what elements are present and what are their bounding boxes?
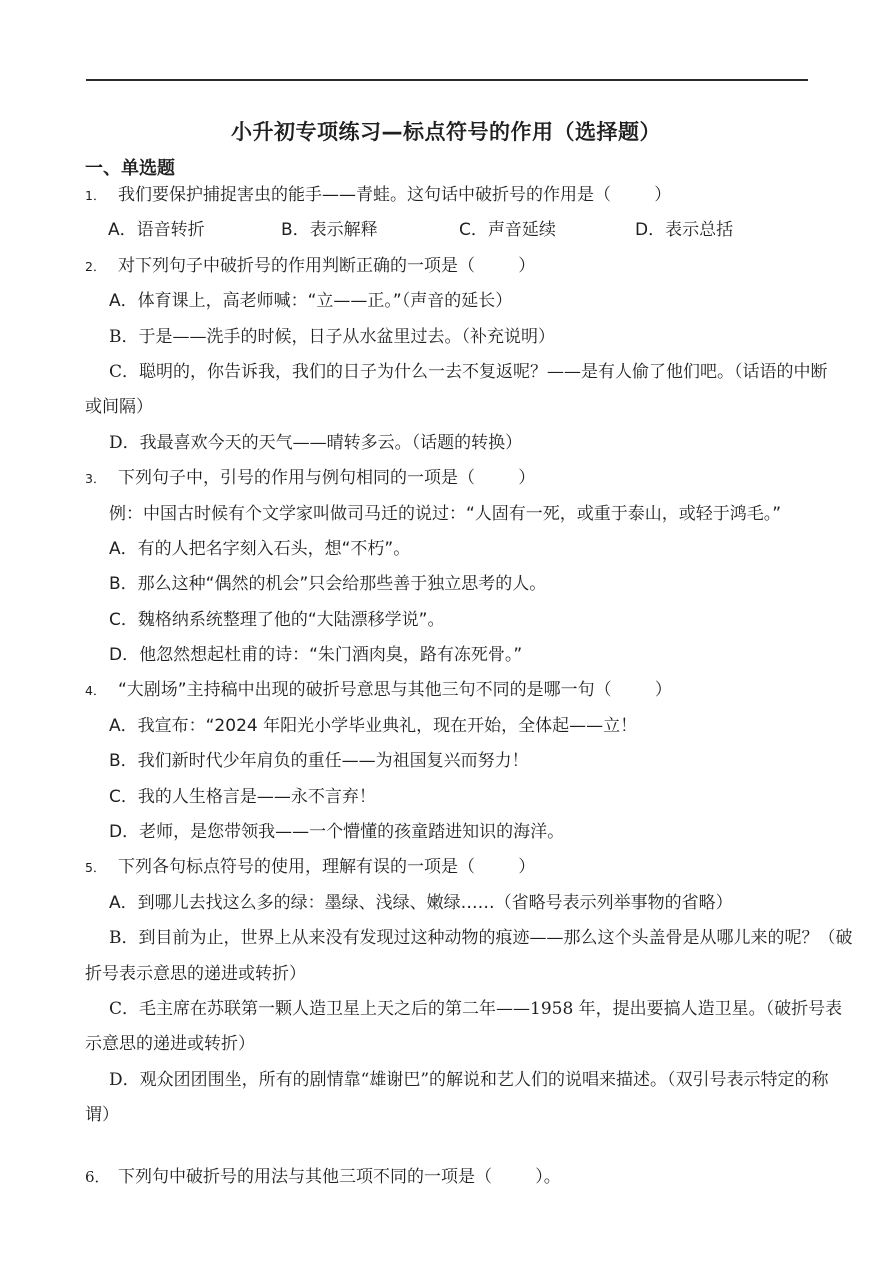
question-6-stem <box>85 1160 865 1195</box>
question-6-number: 6． <box>85 1167 110 1186</box>
option-1a: A．语音转折 <box>108 220 205 241</box>
option-4c: C．我的人生格言是——永不言弃！ <box>109 786 376 807</box>
question-1-options-row <box>85 213 865 248</box>
option-2b: B．于是——洗手的时候，日子从水盆里过去。（补充说明） <box>109 326 555 347</box>
question-4-text: “大剧场”主持稿中出现的破折号意思与其他三句不同的是哪一句（ ） <box>118 680 672 701</box>
question-6-text: 下列句中破折号的用法与其他三项不同的一项是（ ）。 <box>118 1166 561 1187</box>
question-4-number: 4． <box>85 683 106 699</box>
question-3-stem <box>85 461 865 496</box>
question-4-stem <box>85 673 865 708</box>
question-1-text: 我们要保护捕捉害虫的能手——青蛙。这句话中破折号的作用是（ ） <box>118 185 672 205</box>
option-4d: D．老师，是您带领我——一个懵懂的孩童踏进知识的海洋。 <box>109 822 565 843</box>
question-3-number: 3． <box>85 471 106 487</box>
option-5c-line1: C．毛主席在苏联第一颗人造卫星上天之后的第二年——1958 年，提出要搞人造卫星。（破折号表 <box>109 998 843 1019</box>
question-3-text: 下列句子中，引号的作用与例句相同的一项是（ ） <box>118 468 536 489</box>
question-2-number: 2． <box>85 258 106 274</box>
option-3d: D．他忽然想起杜甫的诗：“朱门酒肉臭，路有冻死骨。” <box>109 645 523 666</box>
question-3-example: 例：中国古时候有个文学家叫做司马迁的说过：“人固有一死，或重于泰山，或轻于鸿毛。” <box>109 503 782 524</box>
option-1c: C．声音延续 <box>459 220 556 241</box>
option-5b-line2: 折号表示意思的递进或转折） <box>85 963 306 984</box>
option-4b: B．我们新时代少年肩负的重任——为祖国复兴而努力！ <box>109 751 529 772</box>
question-5-number: 5． <box>85 860 106 876</box>
section-heading: 一、单选题 <box>85 158 175 179</box>
option-2c-line1: C．聪明的，你告诉我，我们的日子为什么一去不复返呢？——是有人偷了他们吧。（话语的中断 <box>109 361 828 382</box>
question-1-stem <box>85 178 865 213</box>
header-divider-rule <box>86 79 808 81</box>
option-5a: A．到哪儿去找这么多的绿：墨绿、浅绿、嫩绿……（省略号表示列举事物的省略） <box>109 892 733 913</box>
option-3a: A．有的人把名字刻入石头，想“不朽”。 <box>109 538 411 559</box>
option-5b-line1: B．到目前为止，世界上从来没有发现过这种动物的痕迹——那么这个头盖骨是从哪儿来的呢？（破 <box>109 928 853 949</box>
question-2-stem <box>85 249 865 284</box>
questions-content <box>85 178 865 1195</box>
option-3c: C．魏格纳系统整理了他的“大陆漂移学说”。 <box>109 609 445 630</box>
option-5d-line1: D．观众团团围坐，所有的剧情靠“雄谢巴”的解说和艺人们的说唱来描述。（双引号表示特定的称 <box>109 1069 829 1090</box>
question-2-text: 对下列句子中破折号的作用判断正确的一项是（ ） <box>118 255 536 276</box>
option-5d-line2: 谓） <box>85 1105 119 1126</box>
option-2d: D．我最喜欢今天的天气——晴转多云。（话题的转换） <box>109 432 523 453</box>
question-1-number: 1． <box>85 188 106 203</box>
option-4a: A．我宣布：“2024 年阳光小学毕业典礼，现在开始，全体起——立！ <box>109 715 638 736</box>
option-1d: D．表示总括 <box>635 220 734 241</box>
question-5-stem <box>85 850 865 885</box>
question-5-text: 下列各句标点符号的使用，理解有误的一项是（ ） <box>118 857 536 878</box>
option-1b: B．表示解释 <box>281 220 378 241</box>
page-title: 小升初专项练习—标点符号的作用（选择题） <box>231 120 661 144</box>
option-2a: A．体育课上，高老师喊：“立——正。”（声音的延长） <box>109 291 513 312</box>
option-5c-line2: 示意思的递进或转折） <box>85 1034 255 1055</box>
option-2c-line2: 或间隔） <box>85 397 153 418</box>
option-3b: B．那么这种“偶然的机会”只会给那些善于独立思考的人。 <box>109 574 547 595</box>
